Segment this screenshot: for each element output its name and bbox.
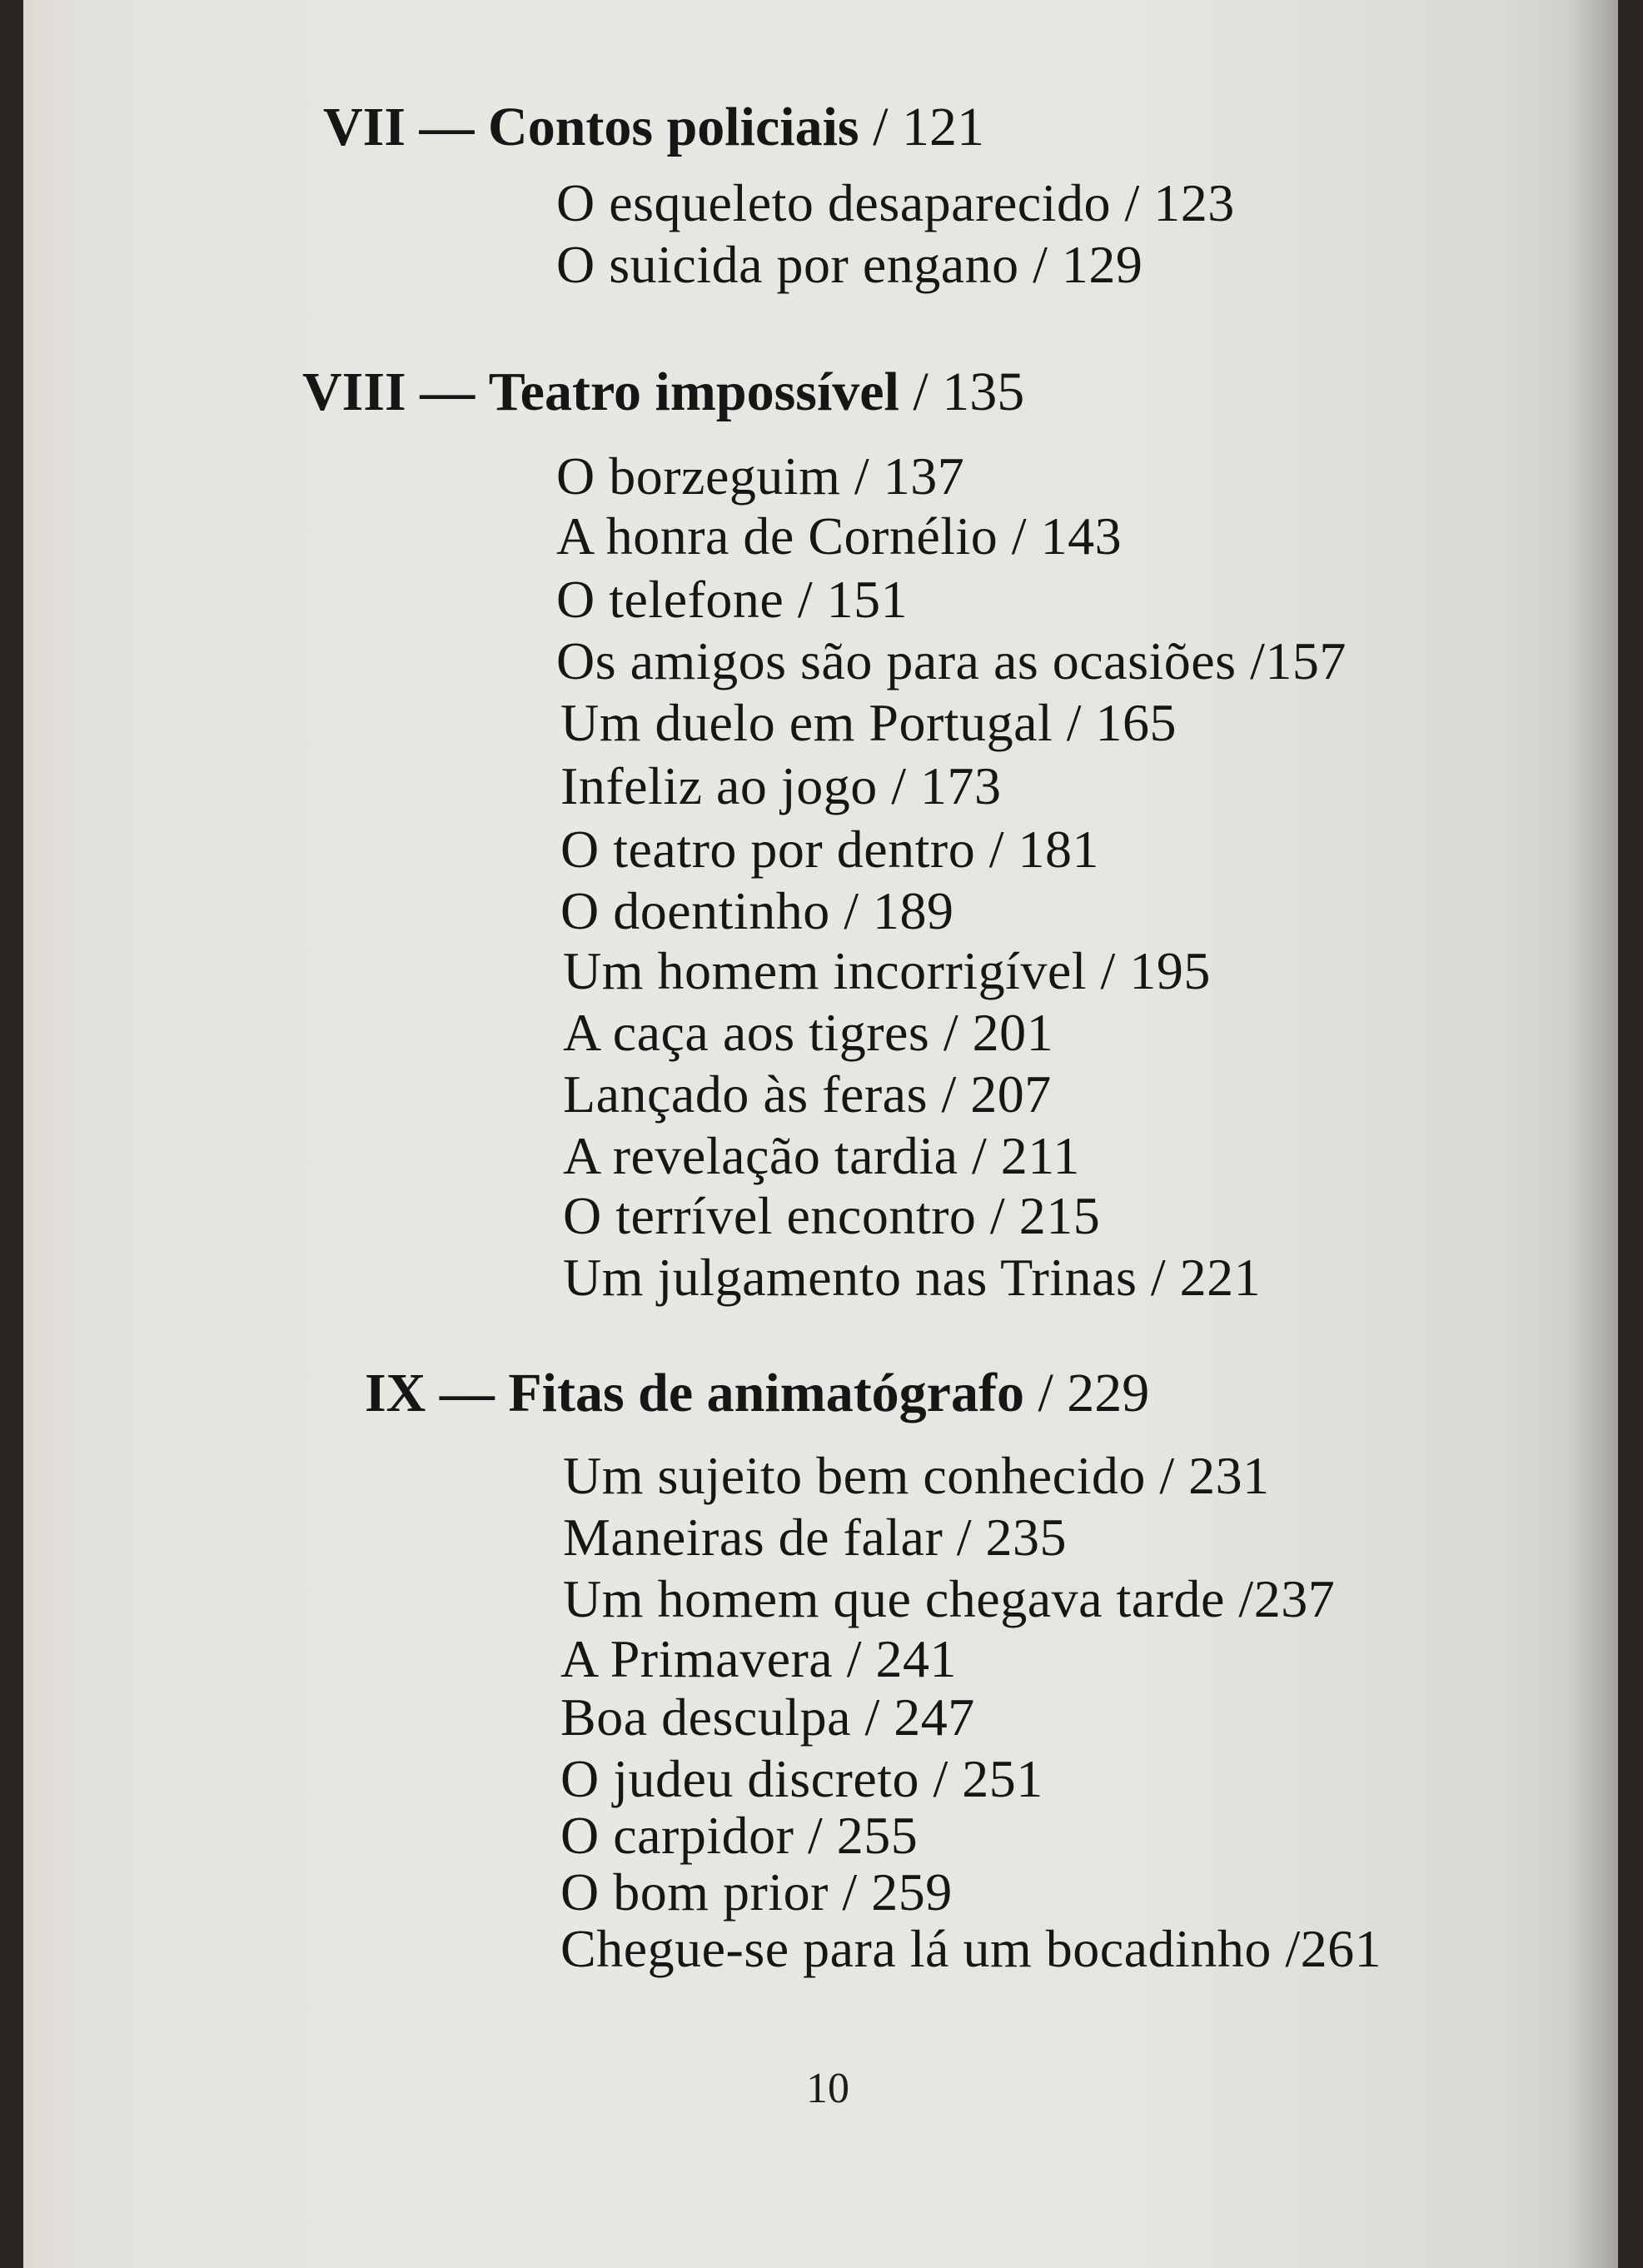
entry-page-ref: /237 <box>1238 1569 1336 1628</box>
toc-entry <box>556 173 1235 232</box>
entry-label: Boa desculpa <box>560 1687 851 1747</box>
toc-entry <box>556 570 909 629</box>
entry-label: O borzeguim <box>556 446 841 506</box>
toc-entry <box>560 1687 975 1747</box>
entry-page-ref: / 211 <box>972 1126 1080 1185</box>
toc-entry <box>560 1806 919 1865</box>
entry-label: Um sujeito bem conhecido <box>563 1446 1146 1505</box>
toc-entry <box>560 1862 953 1922</box>
entry-page-ref: / 137 <box>854 446 965 506</box>
section-page-ref: / 229 <box>1038 1363 1150 1423</box>
section-page-ref: / 121 <box>873 97 984 157</box>
entry-page-ref: / 201 <box>943 1003 1054 1062</box>
entry-label: O doentinho <box>560 881 830 940</box>
entry-page-ref: / 129 <box>1033 235 1143 294</box>
toc-entry <box>560 693 1177 752</box>
entry-label: O esqueleto desaparecido <box>556 173 1111 232</box>
section-dash: — <box>439 1363 495 1423</box>
section-title: Teatro impossível <box>488 361 899 422</box>
entry-label: O terrível encontro <box>563 1186 977 1245</box>
section-numeral: VII <box>323 97 406 157</box>
entry-label: Um duelo em Portugal <box>560 693 1053 752</box>
toc-entry <box>560 881 954 940</box>
entry-page-ref: / 241 <box>846 1629 957 1688</box>
toc-entry <box>556 446 965 506</box>
entry-label: O suicida por engano <box>556 235 1019 294</box>
entry-page-ref: / 251 <box>933 1749 1043 1808</box>
entry-page-ref: / 151 <box>797 570 909 629</box>
entry-label: A revelação tardia <box>563 1126 958 1185</box>
entry-label: Um julgamento nas Trinas <box>563 1248 1138 1307</box>
entry-label: A honra de Cornélio <box>556 506 998 566</box>
entry-page-ref: / 195 <box>1100 941 1211 1000</box>
section-title: Contos policiais <box>488 97 859 157</box>
toc-entry <box>560 820 1099 879</box>
section-numeral: IX <box>365 1363 426 1423</box>
entry-page-ref: / 123 <box>1124 173 1235 232</box>
entry-label: O telefone <box>556 570 784 629</box>
section-numeral: VIII <box>302 361 406 422</box>
section-heading <box>323 97 984 157</box>
toc-entry <box>556 235 1143 294</box>
entry-page-ref: / 165 <box>1066 693 1177 752</box>
toc-entry <box>563 941 1211 1000</box>
toc-entry <box>563 1446 1270 1505</box>
toc-entry <box>556 506 1123 566</box>
entry-label: Um homem que chegava tarde <box>563 1569 1225 1628</box>
entry-page-ref: / 231 <box>1159 1446 1270 1505</box>
entry-page-ref: / 247 <box>864 1687 975 1747</box>
toc-entry <box>563 1248 1262 1307</box>
entry-label: O carpidor <box>560 1806 794 1865</box>
entry-page-ref: / 207 <box>941 1064 1052 1124</box>
section-dash: — <box>419 97 475 157</box>
entry-label: O judeu discreto <box>560 1749 919 1808</box>
entry-label: Lançado às feras <box>563 1064 928 1124</box>
entry-label: A Primavera <box>560 1629 834 1688</box>
entry-page-ref: / 235 <box>956 1508 1068 1567</box>
toc-entry <box>560 1919 1382 1978</box>
section-title: Fitas de animatógrafo <box>508 1363 1024 1423</box>
entry-label: O bom prior <box>560 1862 829 1922</box>
entry-page-ref: / 215 <box>989 1186 1101 1245</box>
page-number: 10 <box>806 2065 849 2112</box>
entry-page-ref: / 255 <box>807 1806 919 1865</box>
entry-label: Um homem incorrigível <box>563 941 1088 1000</box>
entry-page-ref: / 143 <box>1011 506 1123 566</box>
entry-label: Maneiras de falar <box>563 1508 943 1567</box>
toc-entry <box>560 756 1002 815</box>
toc-entry <box>560 1749 1043 1808</box>
section-heading <box>302 361 1025 422</box>
toc-entry <box>563 1003 1054 1062</box>
entry-page-ref: /157 <box>1250 631 1347 690</box>
toc-entry <box>563 1508 1068 1567</box>
toc-entry <box>563 1064 1052 1124</box>
entry-label: O teatro por dentro <box>560 820 976 879</box>
entry-page-ref: / 259 <box>842 1862 953 1922</box>
toc-entry <box>563 1186 1101 1245</box>
toc-entry <box>563 1126 1080 1185</box>
section-dash: — <box>420 361 475 422</box>
entry-page-ref: / 221 <box>1150 1248 1262 1307</box>
entry-label: Chegue-se para lá um bocadinho <box>560 1919 1272 1978</box>
entry-page-ref: / 181 <box>988 820 1099 879</box>
entry-page-ref: /261 <box>1285 1919 1382 1978</box>
toc-entry <box>560 1629 957 1688</box>
entry-label: Os amigos são para as ocasiões <box>556 631 1237 690</box>
page-edge-shadow <box>1568 0 1618 2268</box>
book-page <box>23 0 1618 2268</box>
entry-page-ref: / 189 <box>844 881 954 940</box>
toc-entry <box>563 1569 1336 1628</box>
section-heading <box>365 1363 1150 1423</box>
section-page-ref: / 135 <box>913 361 1025 422</box>
entry-page-ref: / 173 <box>891 756 1002 815</box>
table-of-contents <box>23 0 1618 2268</box>
entry-label: A caça aos tigres <box>563 1003 930 1062</box>
toc-entry <box>556 631 1347 690</box>
entry-label: Infeliz ao jogo <box>560 756 878 815</box>
